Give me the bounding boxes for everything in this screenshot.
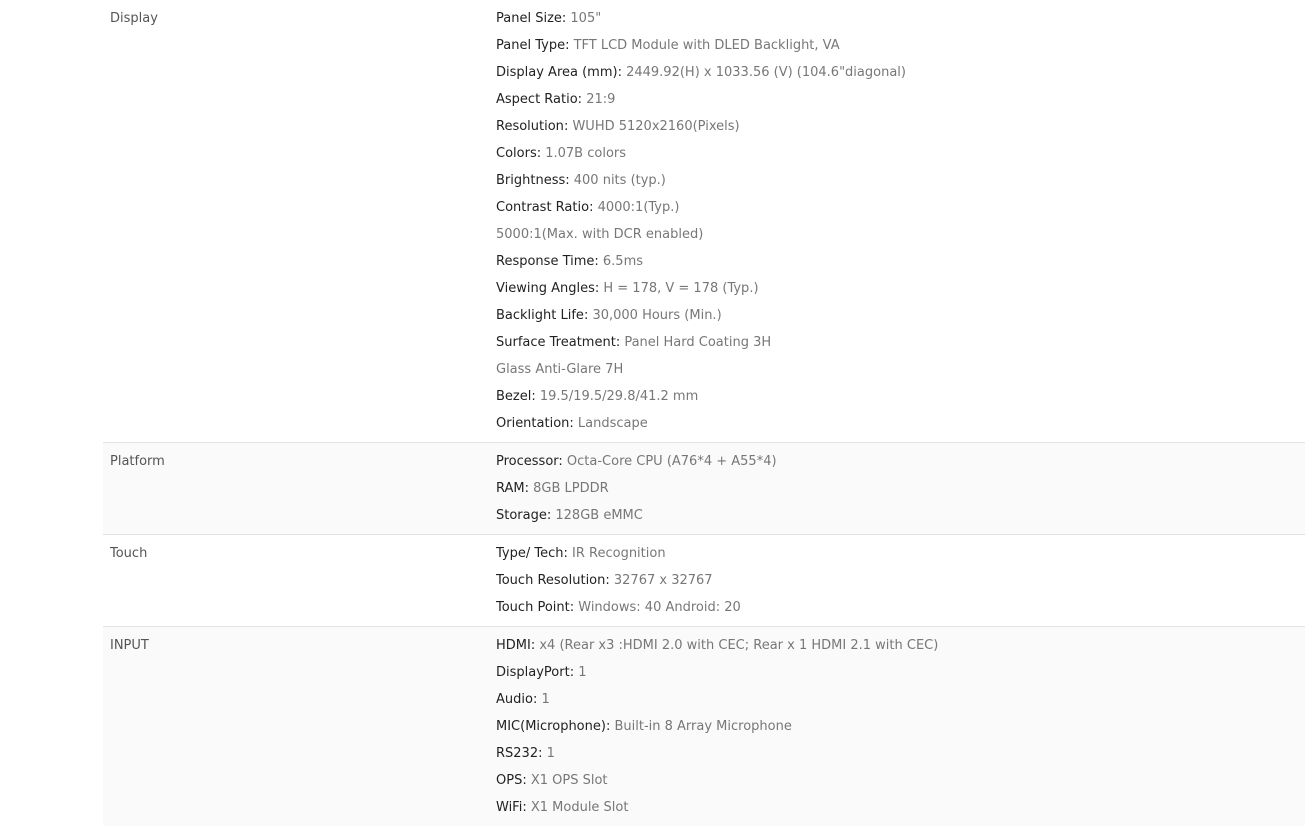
- spec-row: [496, 567, 1305, 594]
- spec-value: TFT LCD Module with DLED Backlight, VA: [573, 38, 840, 53]
- spec-key: Touch Resolution: [496, 573, 606, 588]
- spec-separator: :: [589, 200, 598, 215]
- spec-row: [496, 740, 1305, 767]
- spec-separator: :: [561, 11, 571, 26]
- spec-row: [496, 540, 1305, 567]
- spec-row: [496, 659, 1305, 686]
- spec-value: 2449.92(H) x 1033.56 (V) (104.6"diagonal): [626, 65, 906, 80]
- spec-row: [496, 410, 1305, 437]
- spec-separator: :: [563, 546, 573, 561]
- spec-row: [496, 194, 1305, 221]
- spec-value: 1.07B colors: [545, 146, 627, 161]
- spec-value: 105": [570, 11, 602, 26]
- spec-separator: :: [583, 308, 593, 323]
- spec-value: 128GB eMMC: [555, 508, 643, 523]
- spec-key: RAM: [496, 481, 525, 496]
- spec-section-input: [103, 627, 1305, 826]
- spec-row: [496, 448, 1305, 475]
- spec-separator: :: [569, 665, 579, 680]
- spec-row: [496, 32, 1305, 59]
- spec-row: [496, 713, 1305, 740]
- spec-value: X1 Module Slot: [530, 800, 629, 815]
- spec-separator: :: [522, 773, 531, 788]
- spec-row: [496, 140, 1305, 167]
- spec-value: X1 OPS Slot: [530, 773, 608, 788]
- section-title: INPUT: [110, 638, 149, 653]
- spec-value: 4000:1(Typ.): [597, 200, 680, 215]
- spec-row: [496, 302, 1305, 329]
- spec-separator: :: [615, 335, 625, 350]
- spec-row: [496, 113, 1305, 140]
- spec-list: [496, 443, 1305, 534]
- spec-list: [496, 535, 1305, 626]
- spec-row: [496, 475, 1305, 502]
- spec-key: Touch Point: [496, 600, 570, 615]
- spec-key: WiFi: [496, 800, 523, 815]
- spec-value: 1: [578, 665, 587, 680]
- spec-separator: :: [569, 416, 578, 431]
- spec-section-platform: [103, 443, 1305, 535]
- spec-separator: :: [577, 92, 587, 107]
- spec-key: DisplayPort: [496, 665, 570, 680]
- section-title: Display: [110, 11, 158, 26]
- spec-key: Type/ Tech: [496, 546, 564, 561]
- spec-row: [496, 594, 1305, 621]
- spec-section-touch: [103, 535, 1305, 627]
- spec-value: 32767 x 32767: [613, 573, 713, 588]
- spec-separator: :: [594, 281, 604, 296]
- spec-separator: :: [546, 508, 556, 523]
- spec-key: MIC(Microphone): [496, 719, 606, 734]
- spec-row: [496, 632, 1305, 659]
- spec-key: Panel Type: [496, 38, 566, 53]
- spec-key: HDMI: [496, 638, 531, 653]
- spec-separator: :: [565, 38, 574, 53]
- spec-row: [496, 356, 1305, 383]
- spec-key: Surface Treatment: [496, 335, 616, 350]
- spec-key: RS232: [496, 746, 539, 761]
- spec-list: [496, 627, 1305, 826]
- spec-value: 30,000 Hours (Min.): [592, 308, 722, 323]
- spec-value: Glass Anti-Glare 7H: [496, 362, 624, 377]
- spec-row: [496, 794, 1305, 821]
- spec-key: Aspect Ratio: [496, 92, 578, 107]
- spec-separator: :: [617, 65, 627, 80]
- spec-key: Response Time: [496, 254, 595, 269]
- spec-separator: :: [605, 573, 614, 588]
- spec-key: Display Area (mm): [496, 65, 618, 80]
- spec-separator: :: [565, 173, 574, 188]
- spec-separator: :: [563, 119, 573, 134]
- spec-value: 8GB LPDDR: [533, 481, 609, 496]
- spec-key: Colors: [496, 146, 537, 161]
- spec-value: x4 (Rear x3 :HDMI 2.0 with CEC; Rear x 1 HDMI 2.1 with CEC): [539, 638, 939, 653]
- spec-row: [496, 59, 1305, 86]
- spec-separator: :: [536, 146, 546, 161]
- spec-value: 5000:1(Max. with DCR enabled): [496, 227, 704, 242]
- spec-value: Landscape: [577, 416, 648, 431]
- spec-separator: :: [569, 600, 579, 615]
- spec-separator: :: [605, 719, 615, 734]
- spec-table: [103, 0, 1305, 826]
- spec-separator: :: [538, 746, 547, 761]
- section-title: Platform: [110, 454, 165, 469]
- section-title: Touch: [110, 546, 148, 561]
- spec-separator: :: [531, 389, 540, 404]
- spec-value: 1: [546, 746, 555, 761]
- spec-separator: :: [522, 800, 531, 815]
- spec-separator: :: [524, 481, 534, 496]
- spec-value: IR Recognition: [572, 546, 666, 561]
- spec-row: [496, 221, 1305, 248]
- spec-key: Orientation: [496, 416, 570, 431]
- spec-value: WUHD 5120x2160(Pixels): [572, 119, 740, 134]
- spec-value: 19.5/19.5/29.8/41.2 mm: [539, 389, 699, 404]
- spec-key: Contrast Ratio: [496, 200, 590, 215]
- spec-value: H = 178, V = 178 (Typ.): [603, 281, 759, 296]
- spec-key: Viewing Angles: [496, 281, 595, 296]
- spec-key: Audio: [496, 692, 533, 707]
- spec-key: Brightness: [496, 173, 566, 188]
- spec-key: Resolution: [496, 119, 564, 134]
- spec-row: [496, 248, 1305, 275]
- spec-value: Octa-Core CPU (A76*4 + A55*4): [566, 454, 777, 469]
- spec-separator: :: [530, 638, 540, 653]
- spec-row: [496, 5, 1305, 32]
- spec-separator: :: [594, 254, 603, 269]
- spec-section-display: [103, 0, 1305, 443]
- spec-value: Built-in 8 Array Microphone: [614, 719, 792, 734]
- spec-separator: :: [532, 692, 542, 707]
- spec-value: 21:9: [586, 92, 616, 107]
- spec-key: Backlight Life: [496, 308, 584, 323]
- spec-key: Processor: [496, 454, 559, 469]
- spec-row: [496, 275, 1305, 302]
- spec-row: [496, 167, 1305, 194]
- spec-key: OPS: [496, 773, 523, 788]
- spec-row: [496, 686, 1305, 713]
- spec-row: [496, 502, 1305, 529]
- spec-value: 1: [541, 692, 550, 707]
- spec-value: 6.5ms: [602, 254, 644, 269]
- spec-separator: :: [558, 454, 567, 469]
- spec-value: Windows: 40 Android: 20: [578, 600, 741, 615]
- spec-list: [496, 0, 1305, 442]
- spec-value: 400 nits (typ.): [573, 173, 666, 188]
- spec-row: [496, 86, 1305, 113]
- spec-key: Storage: [496, 508, 547, 523]
- spec-row: [496, 383, 1305, 410]
- spec-value: Panel Hard Coating 3H: [624, 335, 772, 350]
- spec-row: [496, 767, 1305, 794]
- spec-key: Bezel: [496, 389, 532, 404]
- spec-key: Panel Size: [496, 11, 562, 26]
- spec-row: [496, 329, 1305, 356]
